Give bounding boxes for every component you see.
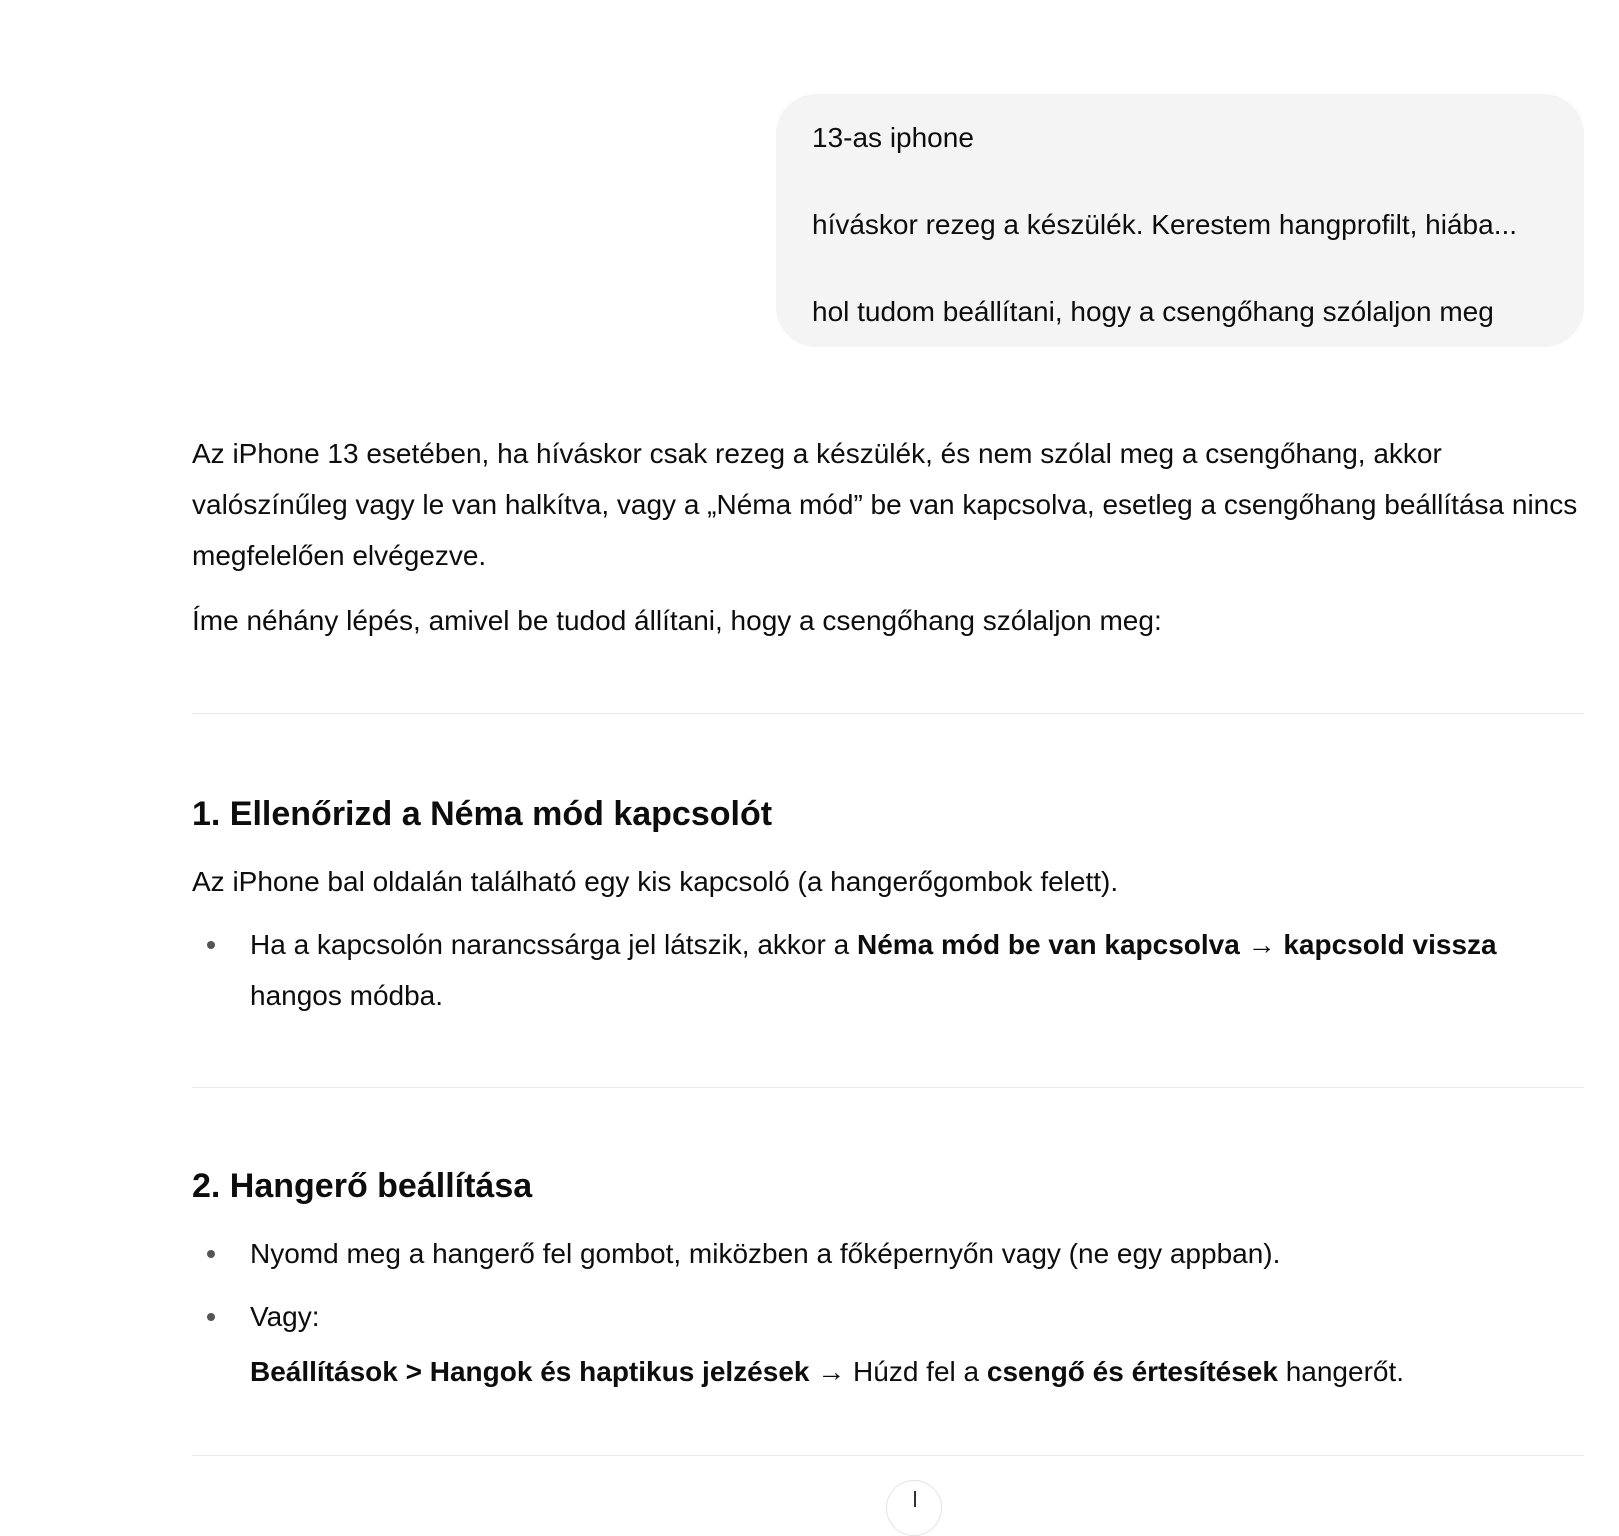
list-item xyxy=(192,919,1584,1021)
user-message-line: hol tudom beállítani, hogy a csengőhang szólaljon meg xyxy=(812,296,1494,327)
step-list xyxy=(192,1228,1584,1397)
list-item xyxy=(192,1228,1584,1279)
section-divider xyxy=(192,1455,1584,1456)
list-item-bold: kapcsold vissza xyxy=(1283,929,1497,960)
bullet-icon xyxy=(207,1250,215,1258)
list-item-bold: Beállítások > Hangok és haptikus jelzések xyxy=(250,1356,810,1387)
section-divider xyxy=(192,713,1584,714)
list-item-text: Nyomd meg a hangerő fel gombot, miközben a főképernyőn vagy (ne egy appban). xyxy=(250,1238,1281,1269)
section-text: Az iPhone bal oldalán található egy kis kapcsoló (a hangerőgombok felett). xyxy=(192,866,1119,897)
arrow-text: → xyxy=(1239,929,1284,960)
assistant-answer xyxy=(192,428,1584,1456)
list-item-text: hangos módba. xyxy=(250,980,444,1011)
answer-intro-paragraph: Az iPhone 13 esetében, ha híváskor csak rezeg a készülék, és nem szólal meg a csengőhang, akkor valószínűleg vagy le van halkítva, vagy a „Néma mód” be van kapcsolva, esetleg a csengőhang beállítása nincs megfelelően elvégezve. xyxy=(192,438,1578,571)
arrow-down-icon xyxy=(914,1491,916,1507)
bullet-icon xyxy=(207,941,215,949)
scroll-to-bottom-button[interactable] xyxy=(886,1480,942,1536)
answer-intro-paragraph: Íme néhány lépés, amivel be tudod állítani, hogy a csengőhang szólaljon meg: xyxy=(192,605,1162,636)
list-item xyxy=(192,1291,1584,1397)
bullet-icon xyxy=(207,1313,215,1321)
section-heading: 1. Ellenőrizd a Néma mód kapcsolót xyxy=(192,795,773,833)
section-heading: 2. Hangerő beállítása xyxy=(192,1167,533,1205)
list-item-text: Vagy: xyxy=(250,1301,320,1332)
list-item-text: Ha a kapcsolón narancssárga jel látszik, akkor a xyxy=(250,929,857,960)
list-item-bold: Néma mód be van kapcsolva xyxy=(856,929,1240,960)
section-divider xyxy=(192,1087,1584,1088)
list-item-text: hangerőt. xyxy=(1277,1356,1405,1387)
user-message-bubble xyxy=(776,94,1584,347)
step-list xyxy=(192,919,1584,1021)
user-message-line: 13-as iphone xyxy=(812,122,974,153)
list-item-bold: csengő és értesítések xyxy=(986,1356,1278,1387)
list-item-text: → Húzd fel a xyxy=(809,1356,987,1387)
user-message-line: híváskor rezeg a készülék. Kerestem hangprofilt, hiába... xyxy=(812,209,1518,240)
